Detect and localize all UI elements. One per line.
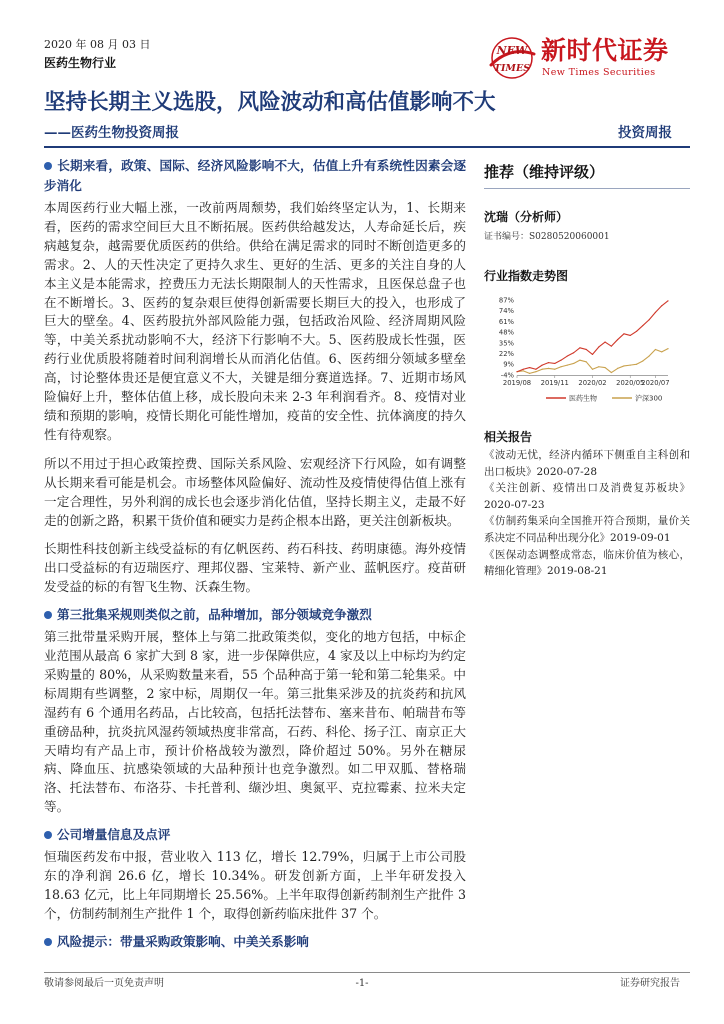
footer-disclaimer: 敬请参阅最后一页免责声明	[44, 978, 164, 989]
y-tick-label: 48%	[498, 328, 514, 337]
section-company-news	[44, 825, 466, 924]
related-reports-title: 相关报告	[484, 430, 533, 444]
header-divider	[44, 146, 690, 148]
data-point	[567, 355, 568, 356]
legend-label: 医药生物	[569, 394, 597, 403]
bullet-icon	[44, 611, 52, 619]
section-heading-text: 长期来看，政策、国际、经济风险影响不大，估值上升有系统性因素会逐步消化	[44, 158, 466, 193]
report-subtitle: ——医药生物投资周报	[44, 125, 179, 141]
data-point	[642, 325, 643, 326]
data-point	[611, 372, 612, 373]
data-point	[655, 349, 656, 350]
section-heading	[44, 156, 466, 196]
data-point	[542, 365, 543, 366]
data-point	[617, 368, 618, 369]
data-point	[649, 355, 650, 356]
page-number: -1-	[355, 978, 369, 989]
data-point	[667, 300, 668, 301]
data-point	[592, 369, 593, 370]
y-tick-label: 35%	[498, 339, 514, 348]
data-point	[592, 354, 593, 355]
data-point	[579, 347, 580, 348]
company-logo	[484, 34, 540, 82]
data-point	[630, 365, 631, 366]
related-reports-list	[484, 447, 690, 580]
data-point	[560, 366, 561, 367]
data-point	[649, 319, 650, 320]
section-heading-text: 风险提示：带量采购政策影响、中美关系影响	[57, 933, 309, 949]
data-point	[586, 361, 587, 362]
x-tick-label: 2019/11	[540, 379, 569, 387]
chart-title: 行业指数走势图	[484, 269, 569, 283]
x-tick-label: 2020/05	[616, 379, 645, 387]
series-line	[517, 301, 668, 372]
related-report-title: 《波动无忧，经济内循环下侧重自主科创和出口板块》	[484, 449, 690, 478]
related-report-date: 2019-09-01	[610, 531, 671, 544]
related-report-item	[484, 447, 690, 480]
data-point	[523, 370, 524, 371]
data-point	[535, 371, 536, 372]
data-point	[548, 362, 549, 363]
data-point	[655, 312, 656, 313]
paragraph: 所以不用过于担心政策控费、国际关系风险、宏观经济下行风险，如有调整从长期来看可能是机会。市场整体风险偏好、流动性及疫情使得估值上涨有一定合理性，另外利润的成长也会逐步消化估值，坚持长期主义，走最不好走的创新之路，积累干货价值和硬实力是药企根本出路，更关注创新板块。	[44, 455, 466, 528]
y-tick-label: 87%	[498, 296, 514, 305]
data-point	[636, 364, 637, 365]
data-point	[598, 366, 599, 367]
company-name-cn: 新时代证券	[541, 36, 669, 65]
index-trend-chart	[484, 288, 690, 410]
related-report-item	[484, 480, 690, 513]
paragraph: 长期性科技创新主线受益标的有亿帆医药、药石科技、药明康德。海外疫情出口受益标的有迈瑞医疗、理邦仪器、宝莱特、新产业、蓝帆医疗。疫苗研发受益的标的有智飞生物、沃森生物。	[44, 541, 466, 595]
data-point	[554, 369, 555, 370]
section-outlook	[44, 156, 466, 597]
data-point	[617, 339, 618, 340]
y-tick-label: 22%	[498, 349, 514, 358]
y-tick-label: 74%	[498, 307, 514, 316]
section-heading-text: 第三批集采规则类似之前，品种增加，部分领域竞争激烈	[57, 607, 372, 623]
data-point	[529, 373, 530, 374]
data-point	[573, 352, 574, 353]
data-point	[611, 346, 612, 347]
data-point	[661, 305, 662, 306]
data-point	[642, 360, 643, 361]
main-content	[44, 156, 466, 952]
data-point	[623, 365, 624, 366]
data-point	[604, 367, 605, 368]
data-point	[523, 369, 524, 370]
data-point	[560, 360, 561, 361]
section-heading-text: 公司增量信息及点评	[57, 827, 171, 843]
data-point	[529, 367, 530, 368]
related-report-date: 2020-07-28	[536, 465, 598, 478]
data-point	[542, 369, 543, 370]
bullet-icon	[44, 938, 52, 946]
data-point	[554, 363, 555, 364]
data-point	[636, 331, 637, 332]
company-name-en: New Times Securities	[542, 67, 656, 78]
data-point	[598, 346, 599, 347]
section-risk	[44, 932, 466, 952]
paragraph: 本周医药行业大幅上涨，一改前两周颓势，我们始终坚定认为，1、长期来看，医药的需求空间巨大且不断拓展。医药供给越发达，人寿命延长后，疾病越复杂，越需要优质医药的供给。供给在满足需求的同时不断创造更多的需求。2、人的天性决定了更持久求生、更好的生活、更多的关注自身的人本主义是本能需求，控费压力无法长期限制人的天性需求，且医保总盘子也在不断增长。3、医药的复杂艰巨使得创新需要长期巨大的投入，也形成了巨大的壁垒。4、医药股抗外部风险能力强，包括政治风险、经济周期风险等，中美关系扰动影响不大，经济下行影响不大。5、医药股成长性强，医药行业优质股将随着时间利润增长从而消化估值。6、医药细分领域多壁垒高，讨论整体贵还是便宜意义不大，关键是细分赛道选择。7、近期市场风险偏好上升，整体估值上移，成长股向未来 2-3 年利润看齐。8、疫情对业绩和预期的影响，疫情长期化可能性增加，疫苗的安全性、抗体滴度的持久性有待观察。	[44, 200, 466, 442]
data-point	[516, 371, 517, 372]
x-tick-label: 2020/07	[641, 379, 670, 387]
logo-emblem-top: NEW	[496, 44, 528, 57]
data-point	[604, 341, 605, 342]
related-report-item	[484, 547, 690, 580]
bullet-icon	[44, 162, 52, 170]
legend-label: 沪深300	[635, 394, 663, 403]
data-point	[579, 360, 580, 361]
x-tick-label: 2020/02	[578, 379, 607, 387]
related-report-title: 《关注创新、疫情出口及消费复苏板块》	[484, 482, 690, 495]
y-tick-label: -4%	[500, 371, 514, 380]
footer-report-type: 证券研究报告	[620, 978, 680, 989]
footer-divider	[44, 972, 690, 973]
rating: 推荐（维持评级）	[484, 163, 605, 181]
section-heading	[44, 932, 466, 952]
bullet-icon	[44, 831, 52, 839]
analyst-name: 沈瑞（分析师）	[484, 210, 569, 224]
data-point	[667, 348, 668, 349]
related-report-date: 2019-08-21	[547, 565, 608, 578]
paragraph: 第三批带量采购开展，整体上与第二批政策类似，变化的地方包括，中标企业范围从最高 6 家扩大到 8 家，进一步保障供应，4 家及以上中标均为约定采购量的 80%，从采购数量来看，55 个品种高于第一轮和第二轮集采。中标周期有些调整，2 家中标，周期仅一年。第三批集采涉及的抗炎药和抗风湿药有 6 个通用名药品，占比较高，包括托法替布、塞来昔布、帕瑞昔布等重磅品种，抗炎抗风湿药领域热度非常高，石药、科伦、扬子江、南京正大天晴均有产品上市，预计价格战较为激烈，降价超过 50%。另外在糖尿病、降血压、抗感染领域的大品种预计也竞争激烈。如二甲双胍、替格瑞洛、托法替布、布洛芬、卡托普利、缬沙坦、奥氮平、克拉霉素、拉米夫定等。	[44, 629, 466, 815]
report-type: 投资周报	[618, 125, 672, 141]
related-report-title: 《仿制药集采向全国推开符合预期，量价关系决定不同品种出现分化》	[484, 515, 690, 544]
industry-label: 医药生物行业	[44, 56, 117, 70]
paragraph: 恒瑞医药发布中报，营业收入 113 亿，增长 12.79%，归属于上市公司股东的净利润 26.6 亿，增长 10.34%。研发创新方面，上半年研发投入 18.63 亿元，比上年同期增长 25.56%。上半年取得创新药制剂生产批件 3 个，仿制药制剂生产批件 1 个，取得创新药临床批件 37 个。	[44, 849, 466, 921]
sidebar-divider	[484, 188, 690, 189]
section-heading	[44, 605, 466, 625]
data-point	[567, 365, 568, 366]
related-report-title: 《医保动态调整成常态，临床价值为核心，精细化管理》	[484, 548, 690, 578]
data-point	[573, 363, 574, 364]
report-date: 2020 年 08 月 03 日	[44, 38, 151, 51]
section-procurement	[44, 605, 466, 817]
x-tick-label: 2019/08	[502, 379, 532, 387]
report-title: 坚持长期主义选股，风险波动和高估值影响不大	[44, 90, 496, 115]
data-point	[586, 349, 587, 350]
related-report-item	[484, 513, 690, 546]
logo-emblem-bottom: TIMES	[493, 63, 531, 74]
section-heading	[44, 825, 466, 845]
data-point	[548, 368, 549, 369]
related-report-date: 2020-07-23	[484, 498, 545, 511]
data-point	[630, 335, 631, 336]
y-tick-label: 61%	[498, 317, 514, 326]
y-tick-label: 9%	[503, 360, 514, 369]
data-point	[535, 369, 536, 370]
analyst-cert: 证书编号：S0280520060001	[484, 232, 610, 242]
data-point	[661, 351, 662, 352]
data-point	[623, 333, 624, 334]
